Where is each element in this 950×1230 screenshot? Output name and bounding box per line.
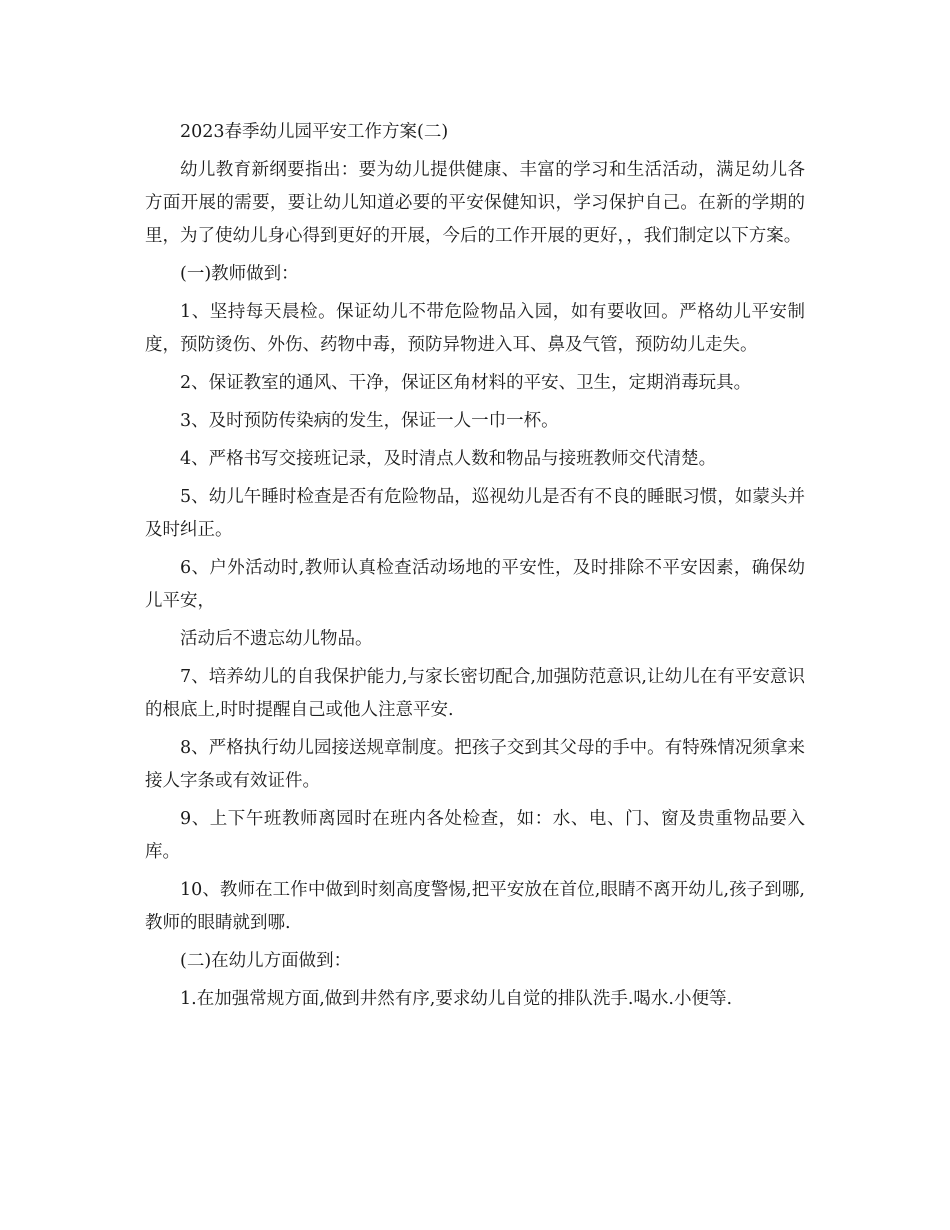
list-item: 10、教师在工作中做到时刻高度警惕,把平安放在首位,眼睛不离开幼儿,孩子到哪,教师的眼睛就到哪. — [145, 880, 805, 933]
list-item: 1.在加强常规方面,做到井然有序,要求幼儿自觉的排队洗手.喝水.小便等. — [180, 989, 733, 1009]
list-item: 4、严格书写交接班记录，及时清点人数和物品与接班教师交代清楚。 — [180, 449, 717, 469]
list-item: 3、及时预防传染病的发生，保证一人一巾一杯。 — [180, 411, 559, 431]
document-title: 2023春季幼儿园平安工作方案(二) — [180, 122, 449, 142]
list-item: 1、坚持每天晨检。保证幼儿不带危险物品入园，如有要收回。严格幼儿平安制度，预防烫伤、外伤、药物中毒，预防异物进入耳、鼻及气管，预防幼儿走失。 — [145, 302, 805, 355]
list-item: 5、幼儿午睡时检查是否有危险物品，巡视幼儿是否有不良的睡眠习惯，如蒙头并及时纠正。 — [145, 487, 805, 540]
section-heading-children: (二)在幼儿方面做到： — [180, 951, 352, 971]
intro-paragraph: 幼儿教育新纲要指出：要为幼儿提供健康、丰富的学习和生活活动，满足幼儿各方面开展的需要，要让幼儿知道必要的平安保健知识，学习保护自己。在新的学期的里，为了使幼儿身心得到更好的开展，今后的工作开展的更好，，我们制定以下方案。 — [145, 160, 805, 246]
list-item: 9、上下午班教师离园时在班内各处检查，如：水、电、门、窗及贵重物品要入库。 — [145, 809, 805, 862]
list-item: 2、保证教室的通风、干净，保证区角材料的平安、卫生，定期消毒玩具。 — [180, 373, 752, 393]
document-body — [145, 116, 805, 1021]
list-item: 7、培养幼儿的自我保护能力,与家长密切配合,加强防范意识,让幼儿在有平安意识的根底上,时时提醒自己或他人注意平安. — [145, 667, 805, 720]
list-item: 6、户外活动时,教师认真检查活动场地的平安性，及时排除不平安因素，确保幼儿平安， — [145, 558, 805, 611]
section-heading-teachers: (一)教师做到： — [180, 264, 299, 284]
list-item: 8、严格执行幼儿园接送规章制度。把孩子交到其父母的手中。有特殊情况须拿来接人字条或有效证件。 — [145, 738, 805, 791]
list-item-continuation: 活动后不遗忘幼儿物品。 — [180, 629, 373, 649]
